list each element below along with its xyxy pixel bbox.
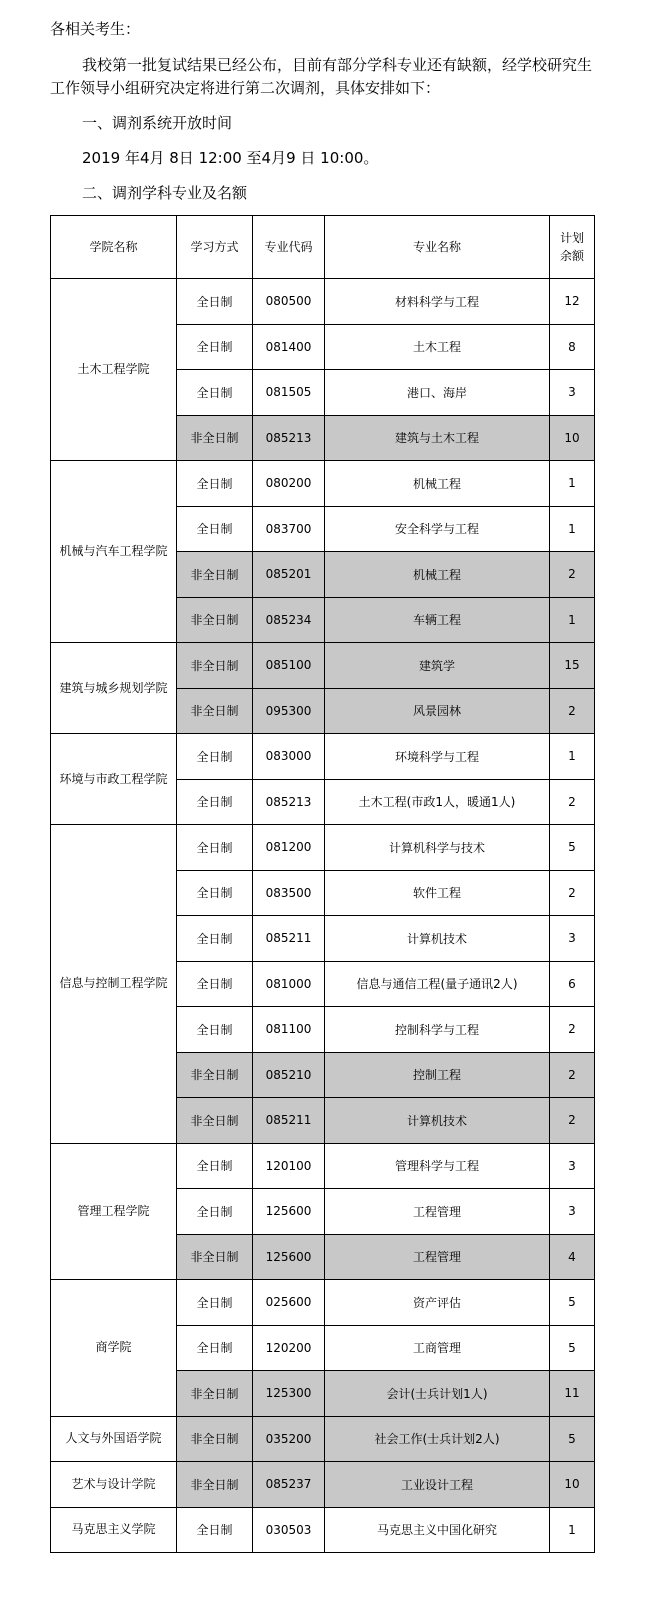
- table-row: [51, 1507, 595, 1553]
- mode-cell: 全日制: [177, 461, 253, 507]
- major-cell: 安全科学与工程: [325, 506, 550, 552]
- quota-cell: 2: [550, 552, 595, 598]
- mode-cell: 全日制: [177, 825, 253, 871]
- code-cell: 125600: [253, 1189, 325, 1235]
- mode-cell: 非全日制: [177, 597, 253, 643]
- major-cell: 港口、海岸: [325, 370, 550, 416]
- section-heading-time: 一、调剂系统开放时间: [82, 114, 233, 132]
- mode-cell: 全日制: [177, 1325, 253, 1371]
- table-row: [51, 1462, 595, 1508]
- quota-cell: 3: [550, 916, 595, 962]
- quota-cell: 6: [550, 961, 595, 1007]
- quota-cell: 10: [550, 415, 595, 461]
- mode-cell: 全日制: [177, 734, 253, 780]
- mode-cell: 全日制: [177, 779, 253, 825]
- college-name-cell: 管理工程学院: [51, 1143, 177, 1280]
- code-cell: 083700: [253, 506, 325, 552]
- major-cell: 管理科学与工程: [325, 1143, 550, 1189]
- major-cell: 工业设计工程: [325, 1462, 550, 1508]
- college-name-cell: 艺术与设计学院: [51, 1462, 177, 1508]
- mode-cell: 全日制: [177, 1007, 253, 1053]
- mode-cell: 非全日制: [177, 1416, 253, 1462]
- code-cell: 095300: [253, 688, 325, 734]
- quota-cell: 2: [550, 688, 595, 734]
- code-cell: 085100: [253, 643, 325, 689]
- code-cell: 081505: [253, 370, 325, 416]
- code-cell: 030503: [253, 1507, 325, 1553]
- table-row: [51, 734, 595, 780]
- table-row: [51, 1143, 595, 1189]
- greeting: 各相关考生：: [50, 20, 141, 38]
- mode-cell: 全日制: [177, 1189, 253, 1235]
- code-cell: 085201: [253, 552, 325, 598]
- major-cell: 机械工程: [325, 552, 550, 598]
- major-cell: 控制工程: [325, 1052, 550, 1098]
- table-row: [51, 825, 595, 871]
- quota-cell: 1: [550, 734, 595, 780]
- code-cell: 120200: [253, 1325, 325, 1371]
- major-cell: 社会工作(士兵计划2人): [325, 1416, 550, 1462]
- quota-cell: 2: [550, 1052, 595, 1098]
- code-cell: 035200: [253, 1416, 325, 1462]
- major-cell: 计算机技术: [325, 916, 550, 962]
- code-cell: 081100: [253, 1007, 325, 1053]
- quota-cell: 5: [550, 1325, 595, 1371]
- quota-cell: 1: [550, 461, 595, 507]
- major-cell: 马克思主义中国化研究: [325, 1507, 550, 1553]
- code-cell: 085237: [253, 1462, 325, 1508]
- major-cell: 会计(士兵计划1人): [325, 1371, 550, 1417]
- major-cell: 环境科学与工程: [325, 734, 550, 780]
- quota-cell: 5: [550, 1416, 595, 1462]
- header-major: 专业名称: [325, 216, 550, 279]
- table-row: [51, 461, 595, 507]
- mode-cell: 全日制: [177, 279, 253, 325]
- section-heading-quota: 二、调剂学科专业及名额: [82, 184, 248, 202]
- code-cell: 085211: [253, 1098, 325, 1144]
- mode-cell: 非全日制: [177, 1462, 253, 1508]
- college-name-cell: 人文与外国语学院: [51, 1416, 177, 1462]
- quota-cell: 1: [550, 506, 595, 552]
- major-cell: 建筑与土木工程: [325, 415, 550, 461]
- code-cell: 085210: [253, 1052, 325, 1098]
- code-cell: 081200: [253, 825, 325, 871]
- code-cell: 085211: [253, 916, 325, 962]
- open-time-text: 2019 年4月 8日 12:00 至4月9 日 10:00。: [82, 149, 379, 167]
- quota-cell: 1: [550, 597, 595, 643]
- header-quota-line2: 余额: [559, 249, 584, 263]
- major-cell: 计算机技术: [325, 1098, 550, 1144]
- intro-paragraph-line2: 工作领导小组研究决定将进行第二次调剂，具体安排如下：: [50, 79, 441, 97]
- header-code: 专业代码: [253, 216, 325, 279]
- mode-cell: 全日制: [177, 1507, 253, 1553]
- quota-cell: 10: [550, 1462, 595, 1508]
- quota-cell: 3: [550, 1189, 595, 1235]
- mode-cell: 非全日制: [177, 1234, 253, 1280]
- table-row: [51, 279, 595, 325]
- major-cell: 土木工程(市政1人，暖通1人): [325, 779, 550, 825]
- code-cell: 080200: [253, 461, 325, 507]
- college-name-cell: 土木工程学院: [51, 279, 177, 461]
- quota-cell: 4: [550, 1234, 595, 1280]
- quota-cell: 2: [550, 1007, 595, 1053]
- header-college: 学院名称: [51, 216, 177, 279]
- code-cell: 120100: [253, 1143, 325, 1189]
- major-cell: 建筑学: [325, 643, 550, 689]
- quota-cell: 2: [550, 1098, 595, 1144]
- major-cell: 工程管理: [325, 1189, 550, 1235]
- code-cell: 025600: [253, 1280, 325, 1326]
- intro-paragraph-line1: 我校第一批复试结果已经公布，目前有部分学科专业还有缺额，经学校研究生: [82, 56, 593, 74]
- major-cell: 软件工程: [325, 870, 550, 916]
- quota-cell: 2: [550, 870, 595, 916]
- code-cell: 080500: [253, 279, 325, 325]
- header-quota-line1: 计划: [559, 231, 584, 245]
- code-cell: 125600: [253, 1234, 325, 1280]
- quota-cell: 11: [550, 1371, 595, 1417]
- table-header-row: [51, 216, 595, 279]
- major-cell: 车辆工程: [325, 597, 550, 643]
- quota-cell: 5: [550, 825, 595, 871]
- code-cell: 085234: [253, 597, 325, 643]
- mode-cell: 非全日制: [177, 552, 253, 598]
- mode-cell: 非全日制: [177, 643, 253, 689]
- code-cell: 085213: [253, 415, 325, 461]
- table-row: [51, 1280, 595, 1326]
- mode-cell: 非全日制: [177, 415, 253, 461]
- table-body: [51, 279, 595, 1553]
- quota-cell: 3: [550, 1143, 595, 1189]
- quota-cell: 3: [550, 370, 595, 416]
- code-cell: 081000: [253, 961, 325, 1007]
- major-cell: 工商管理: [325, 1325, 550, 1371]
- college-name-cell: 信息与控制工程学院: [51, 825, 177, 1144]
- mode-cell: 全日制: [177, 916, 253, 962]
- major-cell: 信息与通信工程(量子通讯2人): [325, 961, 550, 1007]
- code-cell: 125300: [253, 1371, 325, 1417]
- college-name-cell: 环境与市政工程学院: [51, 734, 177, 825]
- mode-cell: 非全日制: [177, 1098, 253, 1144]
- code-cell: 083000: [253, 734, 325, 780]
- major-cell: 控制科学与工程: [325, 1007, 550, 1053]
- mode-cell: 非全日制: [177, 1052, 253, 1098]
- college-name-cell: 建筑与城乡规划学院: [51, 643, 177, 734]
- quota-cell: 8: [550, 324, 595, 370]
- quota-cell: 5: [550, 1280, 595, 1326]
- quota-cell: 12: [550, 279, 595, 325]
- college-name-cell: 商学院: [51, 1280, 177, 1417]
- major-cell: 材料科学与工程: [325, 279, 550, 325]
- mode-cell: 全日制: [177, 506, 253, 552]
- college-name-cell: 机械与汽车工程学院: [51, 461, 177, 643]
- quota-table: [50, 215, 595, 1553]
- quota-cell: 15: [550, 643, 595, 689]
- major-cell: 工程管理: [325, 1234, 550, 1280]
- major-cell: 土木工程: [325, 324, 550, 370]
- mode-cell: 全日制: [177, 1143, 253, 1189]
- major-cell: 计算机科学与技术: [325, 825, 550, 871]
- quota-cell: 2: [550, 779, 595, 825]
- table-row: [51, 1416, 595, 1462]
- table-row: [51, 643, 595, 689]
- college-name-cell: 马克思主义学院: [51, 1507, 177, 1553]
- mode-cell: 全日制: [177, 1280, 253, 1326]
- header-mode: 学习方式: [177, 216, 253, 279]
- header-quota: [550, 216, 595, 279]
- code-cell: 081400: [253, 324, 325, 370]
- code-cell: 083500: [253, 870, 325, 916]
- mode-cell: 非全日制: [177, 688, 253, 734]
- mode-cell: 非全日制: [177, 1371, 253, 1417]
- mode-cell: 全日制: [177, 324, 253, 370]
- major-cell: 资产评估: [325, 1280, 550, 1326]
- mode-cell: 全日制: [177, 961, 253, 1007]
- mode-cell: 全日制: [177, 870, 253, 916]
- code-cell: 085213: [253, 779, 325, 825]
- major-cell: 机械工程: [325, 461, 550, 507]
- major-cell: 风景园林: [325, 688, 550, 734]
- mode-cell: 全日制: [177, 370, 253, 416]
- quota-cell: 1: [550, 1507, 595, 1553]
